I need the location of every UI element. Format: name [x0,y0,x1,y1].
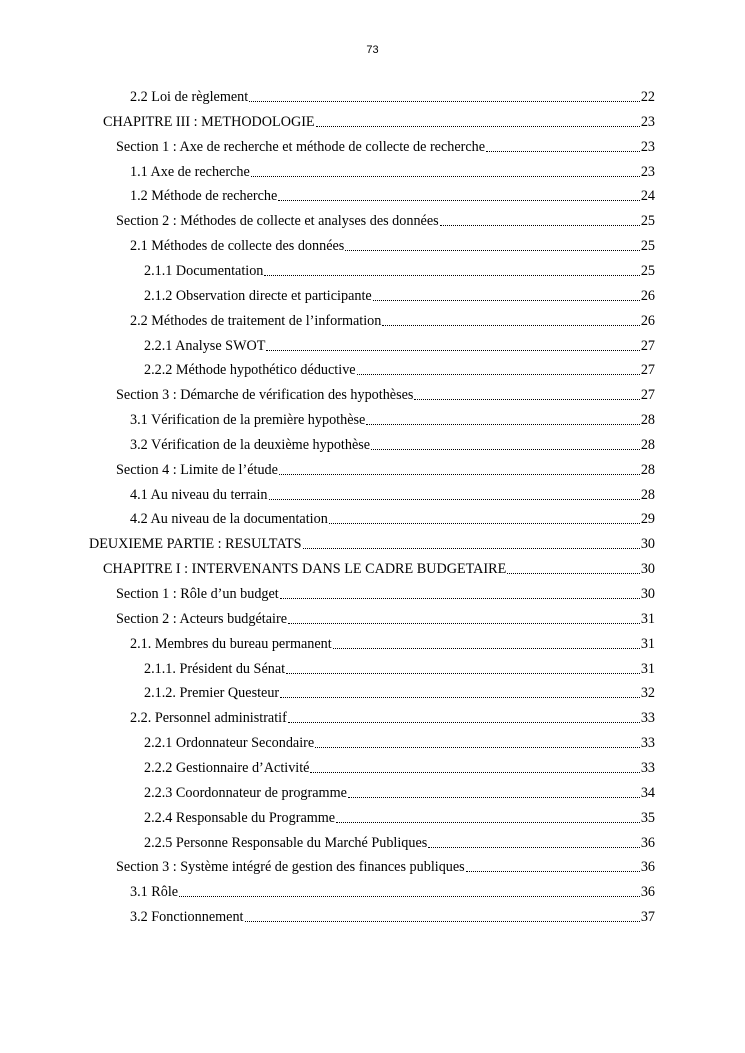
toc-entry-page: 24 [640,188,655,204]
toc-dot-leader [286,673,640,674]
toc-dot-leader [315,747,640,748]
toc-entry-title: 2.2.3 Coordonnateur de programme [144,785,347,801]
toc-entry-page: 31 [640,636,655,652]
toc-entry-page: 23 [640,114,655,130]
toc-entry-title: 2.2 Loi de règlement [130,89,249,105]
toc-dot-leader [366,424,639,425]
toc-dot-leader [316,126,640,127]
toc-entry[interactable] [130,881,655,903]
toc-entry-page: 36 [640,835,655,851]
toc-entry[interactable] [144,832,655,854]
toc-dot-leader [428,847,639,848]
toc-entry-title: 1.2 Méthode de recherche [130,188,278,204]
toc-dot-leader [245,921,640,922]
toc-entry-page: 37 [640,909,655,925]
toc-entry-page: 27 [640,387,655,403]
toc-entry-page: 26 [640,288,655,304]
toc-entry-page: 33 [640,710,655,726]
toc-entry-title: 3.2 Vérification de la deuxième hypothèse [130,437,371,453]
toc-entry[interactable] [144,732,655,754]
toc-entry[interactable] [144,285,655,307]
toc-dot-leader [440,225,640,226]
toc-dot-leader [266,350,639,351]
toc-entry-page: 31 [640,611,655,627]
toc-entry-title: 3.1 Rôle [130,884,179,900]
toc-entry[interactable] [130,508,655,530]
toc-dot-leader [371,449,640,450]
toc-dot-leader [249,101,640,102]
toc-entry-page: 27 [640,362,655,378]
toc-dot-leader [288,623,640,624]
toc-dot-leader [310,772,639,773]
toc-entry-page: 36 [640,884,655,900]
toc-entry[interactable] [144,807,655,829]
toc-dot-leader [280,598,640,599]
toc-dot-leader [333,648,640,649]
toc-entry-page: 33 [640,735,655,751]
toc-entry-page: 30 [640,586,655,602]
toc-entry-title: 2.1. Membres du bureau permanent [130,636,332,652]
toc-entry-title: 2.2.1 Ordonnateur Secondaire [144,735,315,751]
toc-entry-page: 27 [640,338,655,354]
toc-entry-title: 3.2 Fonctionnement [130,909,244,925]
toc-entry-page: 30 [640,536,655,552]
toc-entry[interactable] [130,707,655,729]
toc-entry[interactable] [144,260,655,282]
toc-dot-leader [303,548,640,549]
page-number: 73 [366,44,379,56]
toc-entry-title: 2.2 Méthodes de traitement de l’information [130,313,382,329]
toc-entry[interactable] [116,608,655,630]
toc-entry-title: 4.1 Au niveau du terrain [130,487,268,503]
toc-dot-leader [373,300,640,301]
toc-dot-leader [345,250,639,251]
toc-entry-title: Section 1 : Axe de recherche et méthode de collecte de recherche [116,139,486,155]
toc-entry[interactable] [130,484,655,506]
toc-dot-leader [269,499,640,500]
toc-entry[interactable] [130,633,655,655]
toc-entry-page: 26 [640,313,655,329]
toc-dot-leader [264,275,639,276]
toc-entry-page: 33 [640,760,655,776]
toc-dot-leader [288,722,640,723]
toc-entry-title: 2.2.5 Personne Responsable du Marché Publiques [144,835,428,851]
toc-entry-title: DEUXIEME PARTIE : RESULTATS [89,536,302,552]
toc-entry-page: 36 [640,859,655,875]
toc-entry-title: 4.2 Au niveau de la documentation [130,511,328,527]
toc-entry-title: 2.2.2 Gestionnaire d’Activité [144,760,310,776]
toc-entry-page: 34 [640,785,655,801]
toc-entry-title: Section 2 : Acteurs budgétaire [116,611,287,627]
toc-entry[interactable] [89,533,655,555]
toc-entry[interactable] [116,210,655,232]
toc-entry-page: 25 [640,213,655,229]
toc-dot-leader [279,474,640,475]
toc-entry[interactable] [144,782,655,804]
toc-entry[interactable] [116,583,655,605]
toc-dot-leader [414,399,639,400]
toc-entry-page: 25 [640,238,655,254]
toc-dot-leader [179,896,640,897]
toc-entry-title: Section 2 : Méthodes de collecte et analyses des données [116,213,439,229]
toc-dot-leader [486,151,640,152]
toc-entry[interactable] [130,86,655,108]
toc-entry-title: Section 1 : Rôle d’un budget [116,586,279,602]
toc-entry[interactable] [144,359,655,381]
toc-entry[interactable] [144,757,655,779]
toc-entry-page: 29 [640,511,655,527]
toc-entry-page: 25 [640,263,655,279]
toc-entry-title: Section 3 : Système intégré de gestion des finances publiques [116,859,465,875]
toc-entry[interactable] [103,111,655,133]
toc-entry-page: 23 [640,164,655,180]
toc-entry[interactable] [116,384,655,406]
toc-entry-page: 35 [640,810,655,826]
toc-entry[interactable] [130,310,655,332]
toc-entry[interactable] [116,136,655,158]
toc-entry[interactable] [130,409,655,431]
toc-dot-leader [357,374,640,375]
toc-entry-title: 2.2.2 Méthode hypothético déductive [144,362,356,378]
toc-entry-title: Section 3 : Démarche de vérification des hypothèses [116,387,414,403]
toc-entry-page: 32 [640,685,655,701]
toc-entry-title: Section 4 : Limite de l’étude [116,462,278,478]
toc-dot-leader [466,871,640,872]
toc-entry[interactable] [116,459,655,481]
toc-dot-leader [278,200,639,201]
toc-entry-page: 22 [640,89,655,105]
toc-entry-title: CHAPITRE III : METHODOLOGIE [103,114,315,130]
toc-dot-leader [336,822,640,823]
toc-entry-title: 3.1 Vérification de la première hypothèse [130,412,366,428]
toc-entry[interactable] [144,682,655,704]
toc-dot-leader [507,573,640,574]
toc-entry[interactable] [144,335,655,357]
toc-entry-title: 2.1.1 Documentation [144,263,264,279]
toc-entry[interactable] [116,856,655,878]
toc-entry-page: 28 [640,462,655,478]
toc-entry-title: 2.1 Méthodes de collecte des données [130,238,345,254]
toc-dot-leader [251,176,640,177]
toc-dot-leader [348,797,640,798]
toc-entry-page: 30 [640,561,655,577]
toc-entry[interactable] [130,434,655,456]
toc-entry-title: CHAPITRE I : INTERVENANTS DANS LE CADRE BUDGETAIRE [103,561,507,577]
toc-entry[interactable] [130,185,655,207]
toc-entry-page: 31 [640,661,655,677]
toc-entry[interactable] [130,906,655,928]
toc-entry-page: 28 [640,437,655,453]
toc-entry[interactable] [130,235,655,257]
toc-entry-page: 23 [640,139,655,155]
toc-entry-title: 2.1.1. Président du Sénat [144,661,286,677]
toc-entry-title: 2.1.2. Premier Questeur [144,685,280,701]
toc-entry[interactable] [144,658,655,680]
toc-entry[interactable] [103,558,655,580]
toc-entry-page: 28 [640,412,655,428]
toc-dot-leader [280,697,640,698]
toc-entry-title: 2.2.4 Responsable du Programme [144,810,336,826]
toc-entry-title: 2.2.1 Analyse SWOT [144,338,266,354]
toc-entry-page: 28 [640,487,655,503]
toc-entry-title: 1.1 Axe de recherche [130,164,250,180]
toc-dot-leader [329,523,640,524]
toc-entry-title: 2.2. Personnel administratif [130,710,287,726]
toc-dot-leader [382,325,639,326]
toc-entry[interactable] [130,161,655,183]
toc-entry-title: 2.1.2 Observation directe et participante [144,288,372,304]
